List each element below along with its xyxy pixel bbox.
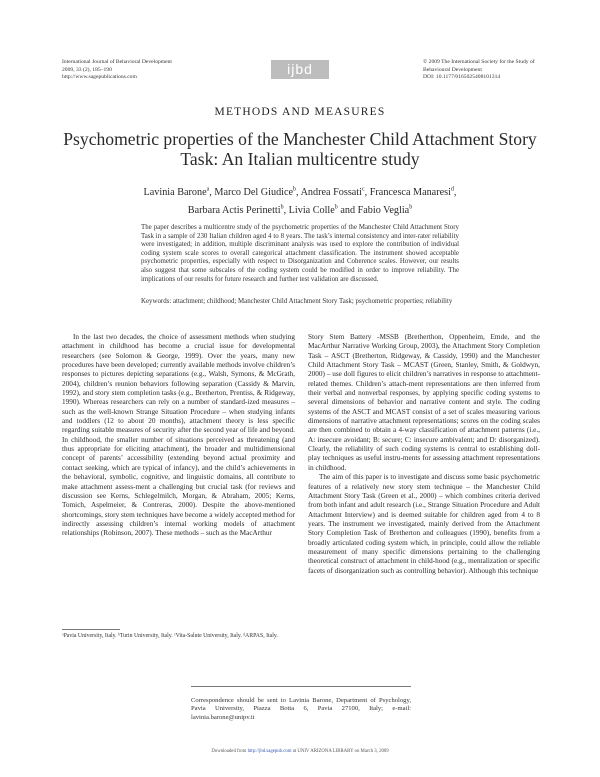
body-paragraph: Story Stem Battery -MSSB (Bretherthon, Oppenheim, Emde, and the MacArthur Narrative Working Group, 2003), the Attachment Story Completion Task – ASCT (Bretherton, Ridgeway, & Cassidy, 1990) and the Manchester Child Attachment Story Task – MCAST (Green, Stanley, Smith, & Goldwyn, 2000) – use doll figures to elicit children’s narratives in response to attachment-related themes. Children’s attach-ment representations are then inferred from their verbal and nonverbal responses, by applying specific coding systems to several dimensions of behavior and narrative content and style. The coding systems of the ASCT and MCAST consist of a set of scales measuring various dimensions of narrative attachment representations; scores on the coding scales are then combined to obtain a 4-way classification of attachment patterns (i.e., A: insecure avoidant; B: secure; C: insecure ambivalent; and D: disorganized). Clearly, the reliability of such coding systems is central to establishing doll-play techniques as useful instru-ments for assessing attachment representations in childhood. [308,333,540,472]
footnote-divider [62,629,120,630]
journal-header-left [62,59,252,82]
abstract: The paper describes a multicentre study of the psychometric properties of the Manchester Child Attachment Story Task in a sample of 230 Italian children aged 4 to 8 years. The task’s internal consistency and inter-rater reliability were investigated; in addition, multiple discriminant analysis was used to explore the contribution of individual coding system scale scores to overall categorical attachment classification. The instrument showed acceptable psychometric properties, especially with respect to Disorganization and Coherence scales. However, our results also suggest that some subscales of the coding system could be modified in order to improve reliability. The implications of our results for future research and further test validation are discussed. [141,224,459,283]
author: Francesca Manaresi$^d$, [369,187,457,199]
download-notice [0,749,600,754]
journal-name: International Journal of Behavioral Development [62,59,172,65]
journal-citation: 2009, 33 (2), 185–190 [62,66,112,73]
journal-website[interactable]: http://www.sagepublications.com [62,74,137,81]
author: Lavinia Barone$^a$, [143,187,215,199]
body-column-left [62,333,295,539]
author: Marco Del Giudice$^b$, [214,187,301,199]
paper-title: Psychometric properties of the Manchester Child Attachment Story Task: An Italian multicentre study [63,129,537,169]
author: Barbara Actis Perinetti$^b$, [187,204,289,217]
correspondence-divider [191,686,411,687]
keywords-label: Keywords: [141,298,172,305]
body-column-right [308,333,540,576]
keywords [141,298,459,307]
author: Fabio Veglia$^b$ [357,204,413,217]
download-link[interactable]: http://jbd.sagepub.com [247,749,292,754]
copyright-notice: © 2009 The International Society for the Study of Behavioural Development [423,59,535,73]
correspondence-note: Correspondence should be sent to Lavinia Barone, Department of Psychology, Pavia University, Piazza Botta 6, Pavia 27100, Italy; e-mail: lavinia.barone@unipv.it [191,697,411,721]
author: Livia Colle$^b$ and [288,204,358,217]
author: Andrea Fossati$^c$, [300,187,370,199]
journal-logo: ijbd [271,60,329,79]
keywords-list: attachment; childhood; Manchester Child Attachment Story Task; psychometric properties; reliability [172,298,453,305]
download-prefix: Downloaded from [211,749,248,754]
author-list [60,183,540,219]
body-paragraph: The aim of this paper is to investigate and discuss some basic psychometric features of a relatively new story stem technique – the Manchester Child Attachment Story Task (Green et al., 2000) – which combines criteria derived from both infant and adult research (i.e., Strange Situation Procedure and Adult Attachment Interview) and is deemed suitable for children aged from 4 to 8 years. The instrument we investigated, mainly derived from the Attachment Story Completion Task of Bretherton and colleagues (1990), benefits from a broadly articulated coding system which, in principle, could allow the reliable measurement of many specific dimensions pertaining to the challenging theoretical construct of attachment in child-hood (e.g., mentalization or specific facets of disorganization such as controlling behavior). Although this technique [308,473,540,575]
download-suffix: at UNIV ARIZONA LIBRARY on March 3, 2009 [291,749,389,754]
section-label: METHODS AND MEASURES [214,106,386,118]
journal-header-right [423,59,563,82]
affiliation-footnote: ᵃPavia University, Italy. ᵇTurin University, Italy. ᶜVita-Salute University, Italy. ᵈARPAS, Italy. [62,633,278,639]
body-paragraph: In the last two decades, the choice of assessment methods when studying attachment in childhood has become a crucial issue for developmental researchers (see Solomon & George, 1999). Over the years, many new procedures have been developed; currently available methods involve children’s responses to pictures depicting separations (e.g., Walsh, Symons, & McGrath, 2004), children’s reunion behaviors following separation (Cassidy & Marvin, 1992), and story stem completion tasks (e.g., Bretherton, Prentiss, & Ridgeway, 1990). Whereas researchers can rely on a number of standard-ized measures – such as the well-known Strange Situation Procedure – when studying infants and toddlers (12 to about 20 months), attachment theory is less specific regarding suitable measures of security after the second year of life and beyond. In childhood, the smaller number of situations perceived as threatening (and thus appropriate for eliciting attachment), the broader and multidimensional concept of parents’ accessibility (extending beyond actual proximity and contact seeking, which are typical of infancy), and the child’s achievements in the behavioral, symbolic, cognitive, and linguistic domains, all contribute to make attachment assess-ment a challenging but crucial task (for reviews and discussion see Kerns, Schlegelmilch, Morgan, & Abraham, 2005; Kerns, Tomich, Aspelmeier, & Contreras, 2000). Despite the above-mentioned shortcomings, story stem techniques have become a widely accepted method for indirectly assessing children’s internal working models of attachment relationships (Robinson, 2007). These methods – such as the MacArthur [62,333,295,538]
doi: DOI: 10.1177/0165025408101314 [423,74,501,81]
